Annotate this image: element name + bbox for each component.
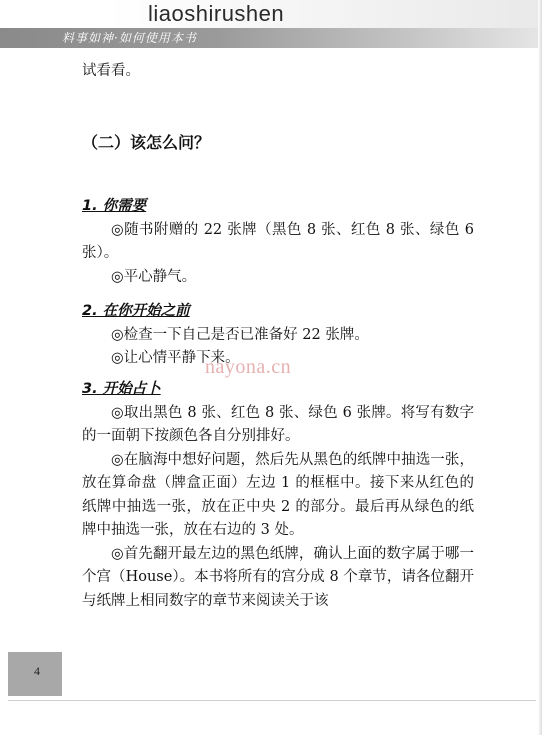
section-1-paragraph-1: ◎随书附赠的 22 张牌（黑色 8 张、红色 8 张、绿色 6 张）。 — [82, 221, 474, 261]
page-header — [0, 0, 542, 50]
page-edge-shadow — [538, 0, 542, 735]
intro-line: 试看看。 — [82, 63, 140, 79]
watermark-text: nayona.cn — [205, 356, 292, 378]
header-latin-title: liaoshirushen — [148, 1, 285, 26]
section-3-title: 3. 开始占卜 — [82, 381, 161, 397]
section-2-paragraph-1: ◎检查一下自己是否已准备好 22 张牌。 — [111, 326, 369, 343]
intro-block — [82, 60, 474, 84]
section-2-paragraph-2: ◎让心情平静下来。 — [111, 350, 240, 366]
section-title: （二）该怎么问？ — [82, 133, 211, 152]
page-number: 4 — [34, 664, 40, 678]
section-2-title: 2. 在你开始之前 — [82, 303, 190, 319]
section-3-paragraph-1: ◎取出黑色 8 张、红色 8 张、绿色 6 张牌。将写有数字的一面朝下按颜色各自分别排好。 — [82, 404, 474, 444]
section-3 — [82, 378, 474, 613]
section-3-paragraph-2: ◎在脑海中想好问题，然后先从黑色的纸牌中抽选一张，放在算命盘（牌盒正面）左边 1 的框框中。接下来从红色的纸牌中抽选一张，放在正中央 2 的部分。最后再从绿色的纸牌中抽选一张，放在右边的 3 处。 — [82, 451, 474, 538]
bottom-divider — [8, 700, 536, 701]
section-1-title: 1. 你需要 — [82, 198, 147, 214]
section-3-paragraph-3: ◎首先翻开最左边的黑色纸牌，确认上面的数字属于哪一个宫（House）。本书将所有的宫分成 8 个章节，请各位翻开与纸牌上相同数字的章节来阅读关于该 — [82, 545, 474, 609]
section-1 — [82, 195, 474, 289]
section-1-paragraph-2: ◎平心静气。 — [111, 268, 197, 285]
header-chinese-subtitle: 料事如神·如何使用本书 — [62, 31, 197, 45]
